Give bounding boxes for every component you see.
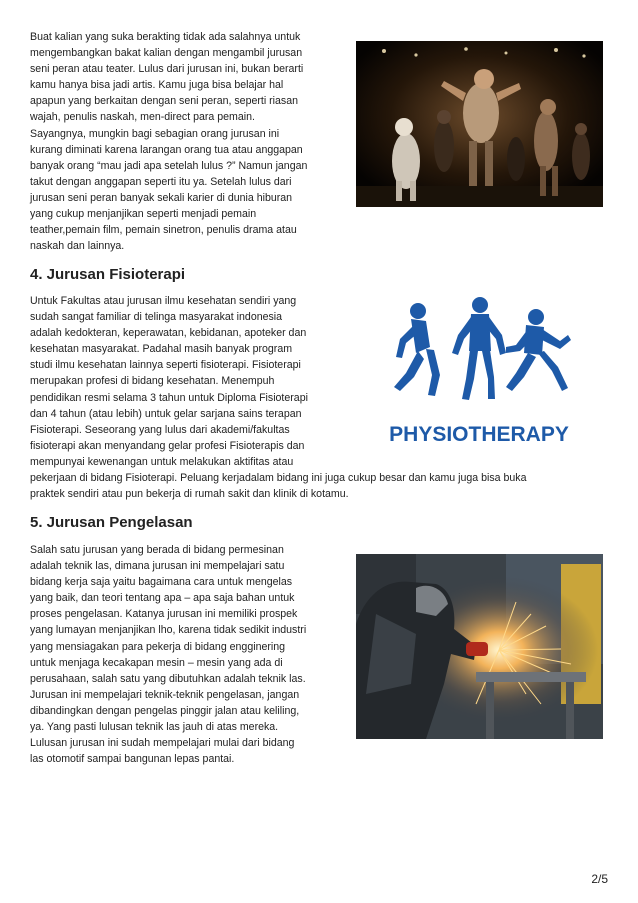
text-line: merupakan profesi di bidang kesehatan. Menempuh — [30, 375, 275, 388]
text-line: naskah dan lainnya. — [30, 240, 125, 253]
text-line: praktek sendiri atau pun bekerja di rumah sakit dan klinik di kotamu. — [30, 488, 349, 501]
text-line: untuk menjaga kecakapan mesin – mesin yang ada di — [30, 656, 283, 669]
text-line: Untuk Fakultas atau jurusan ilmu kesehatan sendiri yang — [30, 295, 297, 307]
text-line: takut dengan anggapan seperti itu ya. Setelah lulus dari — [30, 175, 292, 188]
text-line: jurusan seni peran banyak sekali karier di dunia hiburan — [30, 191, 293, 204]
text-line: mengembangkan bakat kalian dengan mengambil jurusan — [30, 47, 303, 60]
theater-paragraph — [30, 29, 307, 254]
text-line: Sayangnya, mungkin bagi sebagian orang jurusan ini — [30, 127, 280, 140]
text-line: yang mensiagakan para pekerja di bidang engginering — [30, 640, 286, 653]
text-line: las otomotif sampai bangunan lepas pantai. — [30, 753, 235, 766]
section-heading-pengelasan: 5. Jurusan Pengelasan — [30, 514, 193, 531]
text-line: Buat kalian yang suka berakting tidak ada salahnya untuk — [30, 31, 301, 43]
text-line: studi ilmu kesehatan lainnya seperti fisioterapi. Fisioterapi — [30, 359, 301, 372]
text-line: pendidikan resmi selama 3 tahun untuk Diploma Fisioterapi — [30, 391, 308, 404]
text-line: adalah kedokteran, keperawatan, kebidanan, apoteker dan — [30, 327, 307, 340]
text-line: sudah sangat familiar di telinga masyarakat indonesia — [30, 311, 283, 324]
text-line: bidang kerja saja yaitu bagaimana cara untuk mengelas — [30, 576, 293, 589]
text-line: yang baik, dan teori tentang apa – apa saja bahan untuk — [30, 592, 295, 605]
physiotherapy-logo-text: PHYSIOTHERAPY — [389, 423, 569, 446]
text-line: yang lumayan menjanjikan lho, karena tidak sedikit industri — [30, 624, 307, 637]
theater-photo — [356, 41, 603, 207]
text-line: proses pengelasan. Katanya jurusan ini memiliki prospek — [30, 608, 298, 621]
text-line: kamu hanya bisa jadi artis. Kamu juga bisa belajar hal — [30, 79, 284, 92]
text-line: kesehatan masyarakat. Padahal masih banyak program — [30, 343, 293, 356]
page-number: 2/5 — [591, 872, 608, 886]
text-line: kurang diminati karena larangan orang tua atau anggapan — [30, 143, 303, 156]
text-line: pekerjaan di bidang Fisioterapi. Peluang kerjadalam bidang ini juga cukup besar dan kamu juga bisa buka — [30, 472, 527, 485]
text-line: mempunyai kewenangan untuk melakukan aktifitas atau — [30, 455, 294, 468]
text-line: dibandingkan dengan pengelas pinggir jalan atau keliling, — [30, 704, 300, 717]
text-line: Lulusan jurusan ini sudah mempelajari mulai dari bidang — [30, 737, 295, 750]
text-line: apapun yang berkaitan dengan seni peran, seperti riasan — [30, 95, 298, 108]
text-line: adalah teknik las, dimana jurusan ini mempelajari satu — [30, 560, 285, 573]
text-line: Fisioterapi. Seseorang yang lulus dari akademi/fakultas — [30, 423, 290, 436]
section-heading-fisioterapi: 4. Jurusan Fisioterapi — [30, 266, 186, 283]
text-line: seni peran atau teater. Lulus dari jurusan ini, bukan berarti — [30, 63, 304, 76]
text-line: teather,pemain film, pemain sinetron, penulis drama atau — [30, 224, 297, 237]
text-line: Jurusan ini mempelajari teknik-teknik pengelasan, jangan — [30, 688, 300, 701]
text-line: dan 4 tahun (atau lebih) untuk gelar sarjana sains terapan — [30, 407, 302, 420]
text-line: perusahaan, salah satu yang dibutuhkan adalah teknik las. — [30, 672, 306, 685]
text-line: Salah satu jurusan yang berada di bidang permesinan — [30, 544, 284, 556]
text-line: wajah, penulis naskah, men-direct para pemain. — [30, 111, 255, 124]
text-line: yang cukup menjanjikan seperti menjadi pemain — [30, 208, 257, 221]
text-line: banyak orang “mau jadi apa setelah lulus ?” Namun jangan — [30, 159, 308, 172]
text-line: ya. Yang pasti lulusan teknik las jauh di atas mereka. — [30, 721, 279, 734]
pengelasan-paragraph — [30, 542, 306, 767]
welding-photo — [356, 554, 603, 739]
physiotherapy-logo — [356, 295, 603, 454]
text-line: fisioterapi akan menyandang gelar profesi Fisioterapis dan — [30, 439, 305, 452]
